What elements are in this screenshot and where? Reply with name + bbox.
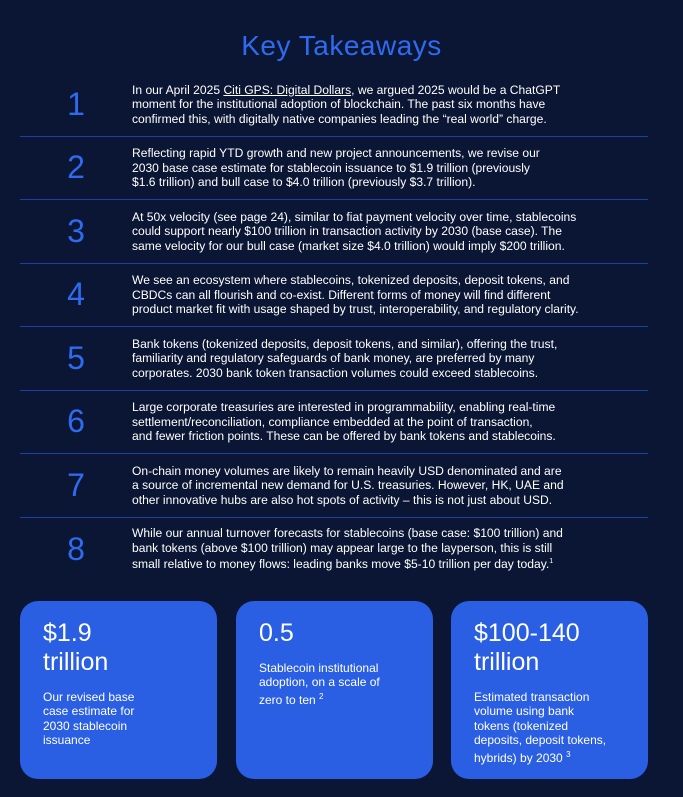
takeaway-text-body: , we argued 2025 would be a ChatGPT moment for the institutional adoption of blockchain. The past six months have confirmed this, with digitally native companies leading the “real world” charge. (132, 82, 561, 126)
takeaway-row (20, 73, 648, 137)
takeaway-number: 4 (67, 276, 85, 313)
takeaway-number: 8 (67, 530, 85, 567)
takeaway-row (20, 137, 648, 201)
stat-value: 0.5 (259, 619, 294, 647)
takeaway-text-intro: In our April 2025 (132, 82, 224, 97)
stat-description-text: Stablecoin institutional adoption, on a scale of zero to ten (259, 661, 380, 707)
takeaway-row (20, 454, 648, 518)
takeaway-row (20, 327, 648, 391)
stat-description (259, 661, 419, 707)
takeaway-number: 6 (67, 403, 85, 440)
stat-description-text: Estimated transaction volume using bank tokens (tokenized deposits, deposit tokens, hybrids) by 2030 (474, 690, 607, 765)
takeaway-number: 3 (67, 212, 85, 249)
page-title: Key Takeaways (241, 30, 442, 61)
takeaway-text: At 50x velocity (see page 24), similar to fiat payment velocity over time, stablecoins could support nearly $100 trillion in transaction activity by 2030 (base case). The same velocity for our bull case (market size $4.0 trillion) would imply $200 trillion. (132, 209, 577, 253)
takeaway-text: Large corporate treasuries are interested in programmability, enabling real-time settlement/reconciliation, compliance embedded at the point of transaction, and fewer friction points. These can be offered by bank tokens and stablecoins. (132, 400, 556, 443)
stat-card-adoption (236, 601, 433, 779)
footnote-marker: 3 (566, 749, 571, 759)
highlight-cards (20, 601, 648, 779)
stat-value: $100-140 trillion (474, 619, 580, 676)
stat-description (474, 690, 634, 765)
takeaway-row (20, 264, 648, 328)
takeaway-text: Reflecting rapid YTD growth and new project announcements, we revise our 2030 base case estimate for stablecoin issuance to $1.9 trillion (previously $1.6 trillion) and bull case to $4.0 trillion (previously $3.7 trillion). (132, 146, 540, 189)
stat-card-issuance (20, 601, 217, 779)
takeaway-number: 1 (67, 85, 85, 122)
footnote-marker: 1 (549, 558, 554, 566)
takeaway-number: 2 (67, 149, 85, 186)
takeaway-number: 7 (67, 466, 85, 503)
takeaway-text: Bank tokens (tokenized deposits, deposit tokens, and similar), offering the trust, familiarity and regulatory safeguards of bank money, are preferred by many corporates. 2030 bank token transaction volumes could exceed stablecoins. (132, 336, 558, 380)
takeaway-row (20, 391, 648, 455)
takeaway-row (20, 200, 648, 264)
stat-card-transaction-volume (451, 601, 648, 779)
stat-description (43, 690, 203, 748)
stat-value: $1.9 trillion (43, 619, 109, 676)
stat-description-text: Our revised base case estimate for 2030 stablecoin issuance (43, 690, 135, 748)
takeaway-text: We see an ecosystem where stablecoins, tokenized deposits, deposit tokens, and CBDCs can all flourish and co-exist. Different forms of money will find different product market fit with usage shaped by trust, interoperability, and regulatory clarity. (132, 273, 579, 316)
takeaway-text-body: While our annual turnover forecasts for stablecoins (base case: $100 trillion) and bank tokens (above $100 trillion) may appear large to the layperson, this is still small relative to money flows: leading banks move $5-10 trillion per day today. (132, 526, 563, 572)
takeaway-number: 5 (67, 339, 85, 376)
footnote-marker: 2 (319, 691, 324, 701)
report-link[interactable]: Citi GPS: Digital Dollars (223, 82, 352, 97)
takeaway-text (132, 83, 648, 127)
takeaway-text (132, 526, 648, 572)
takeaway-row (20, 518, 648, 582)
takeaway-text: On-chain money volumes are likely to remain heavily USD denominated and are a source of incremental new demand for U.S. treasuries. However, HK, UAE and other innovative hubs are also hot spots of activity – this is not just about USD. (132, 463, 564, 507)
takeaways-list (20, 73, 648, 581)
